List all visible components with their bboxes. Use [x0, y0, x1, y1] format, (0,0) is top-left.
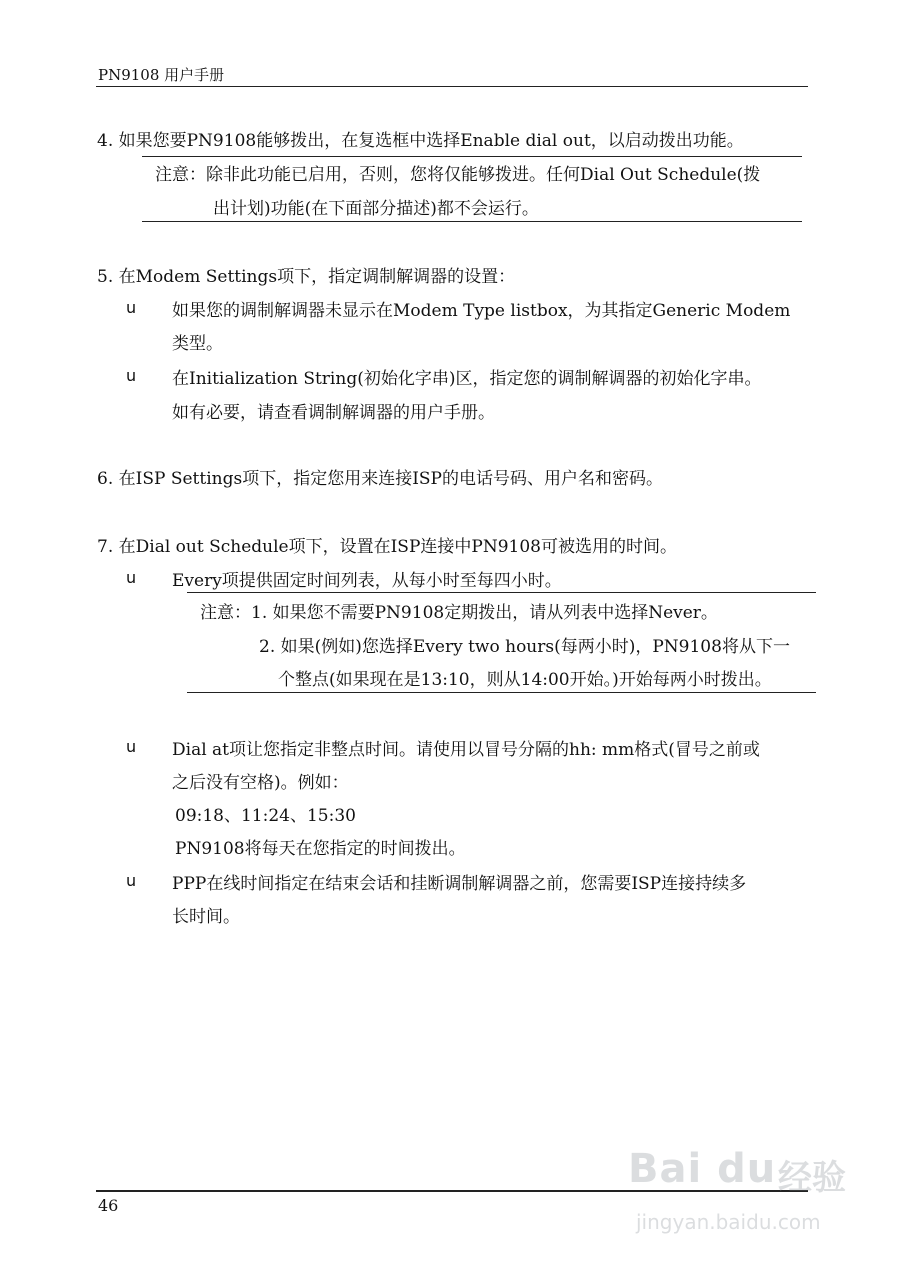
step-5-bullet-2-line-1: 在Initialization String(初始化字串)区，指定您的调制解调器的初始化字串。 — [172, 369, 762, 389]
step-5-bullet-2-line-2: 如有必要，请查看调制解调器的用户手册。 — [172, 403, 495, 423]
note-top-rule — [187, 592, 816, 593]
example-times: 09:18、11:24、15:30 — [175, 806, 356, 826]
step-7-bullet-3-line-1: PPP在线时间指定在结束会话和挂断调制解调器之前，您需要ISP连接持续多 — [172, 874, 747, 894]
step-7-bullet-1: Every项提供固定时间列表，从每小时至每四小时。 — [172, 571, 562, 591]
step-7-bullet-3-line-2: 长时间。 — [172, 907, 240, 927]
step-7-note-line-3: 个整点(如果现在是13:10，则从14:00开始。)开始每两小时拨出。 — [278, 670, 772, 690]
watermark-url: jingyan.baidu.com — [636, 1210, 821, 1234]
step-7-bullet-2-line-1: Dial at项让您指定非整点时间。请使用以冒号分隔的hh: mm格式(冒号之前或 — [172, 740, 760, 760]
header-rule — [96, 86, 808, 87]
step-5-bullet-1-line-1: 如果您的调制解调器未显示在Modem Type listbox，为其指定Generic Modem — [172, 301, 791, 321]
page-number: 46 — [98, 1196, 119, 1215]
bullet-marker: u — [126, 737, 137, 756]
watermark-logo: Bai du — [628, 1146, 777, 1192]
baidu-jingyan-watermark — [628, 1146, 848, 1246]
step-7-note-line-2: 2. 如果(例如)您选择Every two hours(每两小时)，PN9108将从下一 — [259, 637, 790, 657]
step-6-text: 6. 在ISP Settings项下，指定您用来连接ISP的电话号码、用户名和密码。 — [97, 469, 663, 489]
note-bottom-rule — [187, 692, 816, 693]
step-7-bullet-2-line-2: 之后没有空格)。例如： — [172, 773, 349, 793]
header-title: PN9108 用户手册 — [98, 66, 225, 84]
step-7-note-line-1: 注意：1. 如果您不需要PN9108定期拨出，请从列表中选择Never。 — [200, 603, 718, 623]
step-5-text: 5. 在Modem Settings项下，指定调制解调器的设置： — [97, 267, 516, 287]
step-4-note-line-1: 注意：除非此功能已启用，否则，您将仅能够拨进。任何Dial Out Schedule(拨 — [155, 165, 761, 185]
bullet-marker: u — [126, 298, 137, 317]
note-top-rule — [142, 156, 802, 157]
step-5-bullet-1-line-2: 类型。 — [172, 334, 223, 354]
step-7-text: 7. 在Dial out Schedule项下，设置在ISP连接中PN9108可被选用的时间。 — [97, 537, 677, 557]
step-4-note-line-2: 出计划)功能(在下面部分描述)都不会运行。 — [213, 199, 539, 219]
bullet-marker: u — [126, 366, 137, 385]
example-description: PN9108将每天在您指定的时间拨出。 — [175, 839, 466, 859]
bullet-marker: u — [126, 871, 137, 890]
note-bottom-rule — [142, 221, 802, 222]
step-4-text: 4. 如果您要PN9108能够拨出，在复选框中选择Enable dial out，以启动拨出功能。 — [97, 131, 744, 151]
bullet-marker: u — [126, 568, 137, 587]
watermark-brand: 经验 — [778, 1158, 846, 1198]
